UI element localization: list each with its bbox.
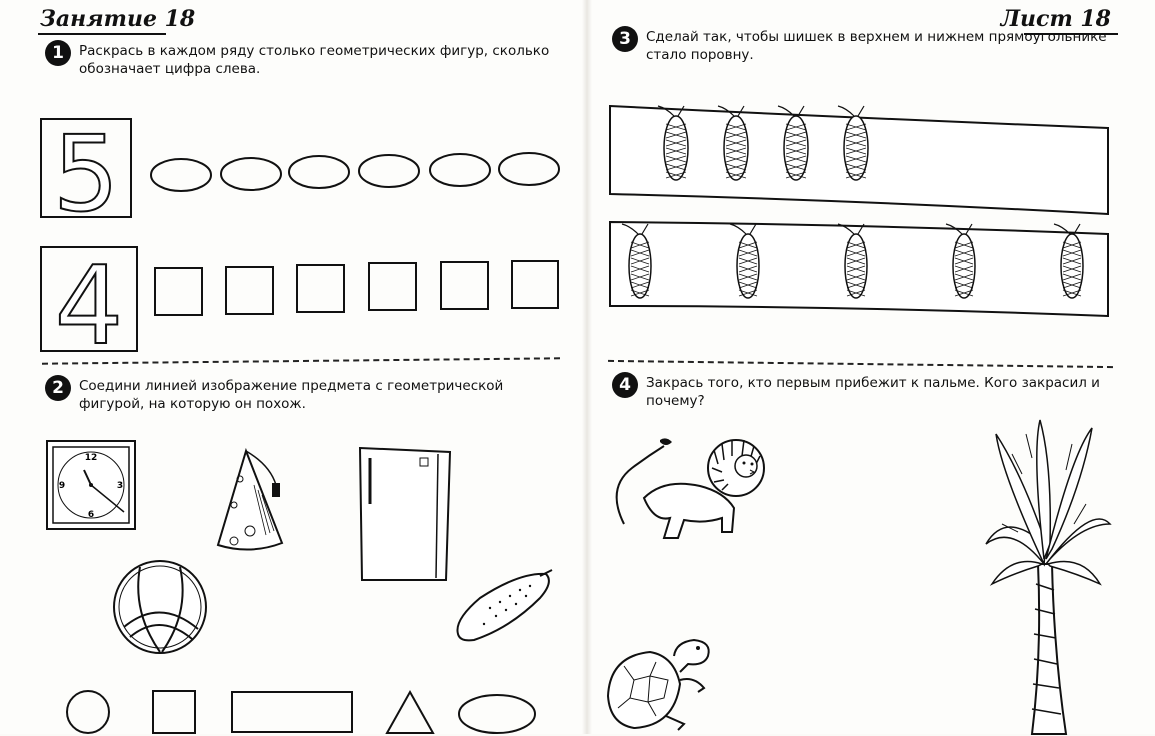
top-cone-strip [604,96,1124,216]
task-1 [45,42,555,78]
square-shape[interactable] [369,263,416,310]
task-2-number: 2 [45,375,71,401]
digit-box-4 [40,244,138,369]
oval-shape[interactable] [430,154,490,186]
clock-numeral-12: 12 [84,453,98,463]
sheet-header: Лист 18 [1000,6,1111,32]
circle-shape[interactable] [67,691,109,733]
square-shape[interactable] [155,268,202,315]
lion-icon[interactable] [604,428,784,548]
square-target-shape[interactable] [153,691,195,733]
clock-icon[interactable] [46,440,138,532]
task-4-text: Закрась того, кто первым прибежит к пальме. Кого закрасил и почему? [646,375,1100,409]
square-shape[interactable] [297,265,344,312]
clock-numeral-6: 6 [87,510,95,520]
refrigerator-icon[interactable] [356,444,456,584]
cucumber-icon[interactable] [450,568,560,648]
oval-row [145,148,575,198]
task-1-number: 1 [45,40,71,66]
clock-numeral-9: 9 [58,481,66,491]
oval-shape[interactable] [221,158,281,190]
book-gutter [582,0,592,734]
triangle-shape[interactable] [387,692,433,733]
oval-shape[interactable] [359,155,419,187]
task-2-text: Соедини линией изображение предмета с геометрической фигурой, на которую он похож. [79,378,504,412]
task-1-text: Раскрась в каждом ряду столько геометрических фигур, сколько обозначает цифра слева. [79,43,550,77]
bottom-cone-strip [604,218,1124,318]
oval-shape[interactable] [499,153,559,185]
square-shape[interactable] [512,261,558,308]
palm-tree-icon[interactable] [982,414,1112,734]
lesson-header-underline [38,33,166,35]
square-shape[interactable] [441,262,488,309]
digit-box-5 [40,113,132,235]
ball-icon[interactable] [110,557,210,657]
task-3-number: 3 [612,26,638,52]
turtle-icon[interactable] [604,636,724,732]
task-4 [612,374,1102,410]
task-4-number: 4 [612,372,638,398]
square-shape[interactable] [226,267,273,314]
digit-5: 5 [52,113,120,235]
oval-shape[interactable] [151,159,211,191]
geometric-shapes-row [40,686,560,736]
clock-numeral-3: 3 [116,481,124,491]
square-row [150,258,570,318]
task-2 [45,377,560,413]
rectangle-shape[interactable] [232,692,352,732]
party-hat-icon[interactable] [210,445,290,555]
digit-4: 4 [54,244,124,369]
lesson-header: Занятие 18 [40,6,196,32]
oval-target-shape[interactable] [459,695,535,733]
task-3-text: Сделай так, чтобы шишек в верхнем и нижнем прямоугольнике стало поровну. [646,29,1107,63]
oval-shape[interactable] [289,156,349,188]
task-3 [612,28,1112,64]
